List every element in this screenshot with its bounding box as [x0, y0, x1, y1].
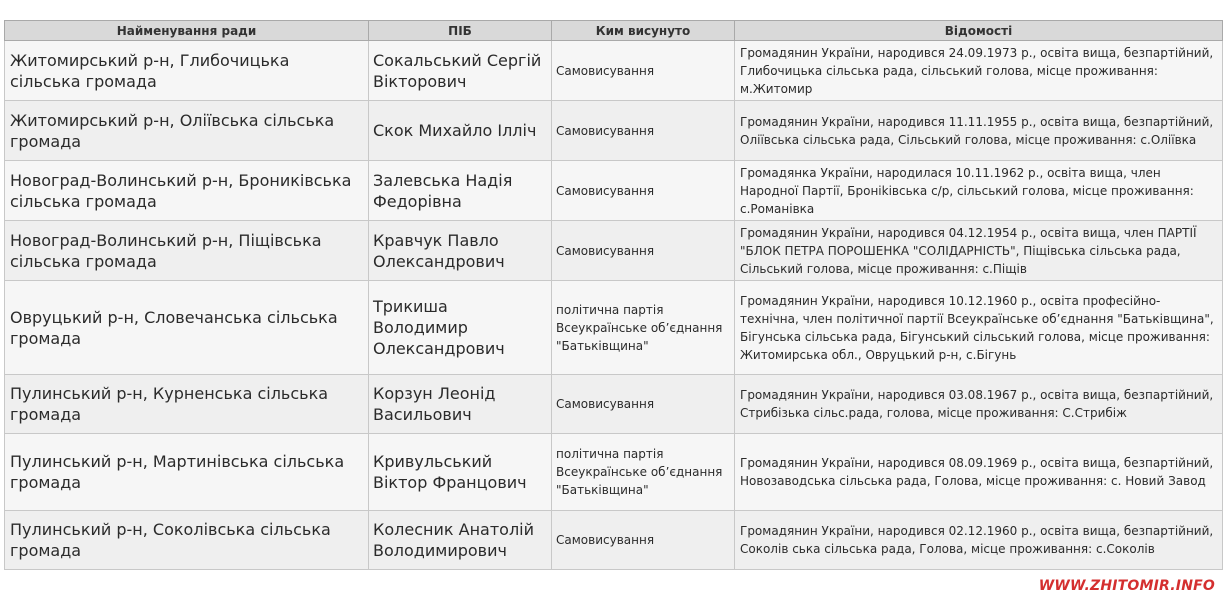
- cell-nominated-by: політична партія Всеукраїнське об’єднання "Батьківщина": [552, 434, 735, 511]
- table-header-row: [5, 21, 1223, 41]
- cell-nominated-by: Самовисування: [552, 161, 735, 221]
- cell-name: Корзун Леонід Васильович: [369, 375, 552, 434]
- cell-name: Кривульський Віктор Францович: [369, 434, 552, 511]
- cell-info: Громадянин України, народився 03.08.1967 р., освіта вища, безпартійний, Стрибізька сільс.рада, голова, місце проживання: С.Стрибіж: [735, 375, 1223, 434]
- cell-info: Громадянин України, народився 04.12.1954 р., освіта вища, член ПАРТІЇ "БЛОК ПЕТРА ПОРОШЕНКА "СОЛІДАРНІСТЬ", Піщівська сільська рада, Сільський голова, місце проживання: с.Піщів: [735, 221, 1223, 281]
- table-row: [5, 375, 1223, 434]
- table-row: [5, 511, 1223, 570]
- header-name: ПІБ: [369, 21, 552, 41]
- cell-info: Громадянин України, народився 24.09.1973 р., освіта вища, безпартійний, Глибочицька сільська рада, сільський голова, місце проживання: м.Житомир: [735, 41, 1223, 101]
- table-row: [5, 281, 1223, 375]
- cell-council: Пулинський р-н, Курненська сільська громада: [5, 375, 369, 434]
- cell-info: Громадянин України, народився 08.09.1969 р., освіта вища, безпартійний, Новозаводська сільська рада, Голова, місце проживання: с. Новий Завод: [735, 434, 1223, 511]
- cell-council: Житомирський р-н, Глибочицька сільська громада: [5, 41, 369, 101]
- cell-council: Новоград-Волинський р-н, Піщівська сільська громада: [5, 221, 369, 281]
- cell-nominated-by: політична партія Всеукраїнське об’єднання "Батьківщина": [552, 281, 735, 375]
- cell-name: Трикиша Володимир Олександрович: [369, 281, 552, 375]
- cell-info: Громадянин України, народився 11.11.1955 р., освіта вища, безпартійний, Оліївська сільська рада, Сільський голова, місце проживання: с.Оліївка: [735, 101, 1223, 161]
- cell-name: Кравчук Павло Олександрович: [369, 221, 552, 281]
- cell-council: Новоград-Волинський р-н, Броникiвська сільська громада: [5, 161, 369, 221]
- header-council: Найменування ради: [5, 21, 369, 41]
- cell-council: Житомирський р-н, Оліївська сільська громада: [5, 101, 369, 161]
- table-row: [5, 41, 1223, 101]
- cell-nominated-by: Самовисування: [552, 41, 735, 101]
- cell-name: Сокальський Сергій Вікторович: [369, 41, 552, 101]
- cell-council: Пулинський р-н, Соколівська сільська громада: [5, 511, 369, 570]
- table-row: [5, 434, 1223, 511]
- cell-info: Громадянин України, народився 10.12.1960 р., освіта професійно-технічна, член політичної партії Всеукраїнське об’єднання "Батьківщина", Бігунська сільська рада, Бігунський сільський голова, місце проживання: Житомирська обл., Овруцький р-н, с.Бігунь: [735, 281, 1223, 375]
- candidates-table: [4, 20, 1223, 570]
- cell-nominated-by: Самовисування: [552, 375, 735, 434]
- cell-name: Колесник Анатолій Володимирович: [369, 511, 552, 570]
- cell-name: Залевська Надія Федорівна: [369, 161, 552, 221]
- cell-nominated-by: Самовисування: [552, 511, 735, 570]
- cell-nominated-by: Самовисування: [552, 221, 735, 281]
- cell-name: Скок Михайло Ілліч: [369, 101, 552, 161]
- header-info: Відомості: [735, 21, 1223, 41]
- table-row: [5, 221, 1223, 281]
- header-nominated-by: Ким висунуто: [552, 21, 735, 41]
- cell-info: Громадянин України, народився 02.12.1960 р., освіта вища, безпартійний, Соколів ська сільська рада, Голова, місце проживання: с.Соколів: [735, 511, 1223, 570]
- cell-nominated-by: Самовисування: [552, 101, 735, 161]
- table-row: [5, 161, 1223, 221]
- cell-council: Овруцький р-н, Словечанська сільська громада: [5, 281, 369, 375]
- site-watermark: WWW.ZHITOMIR.INFO: [1038, 578, 1215, 594]
- table-row: [5, 101, 1223, 161]
- cell-council: Пулинський р-н, Мартинівська сільська громада: [5, 434, 369, 511]
- cell-info: Громадянка України, народилася 10.11.1962 р., освіта вища, член Народної Партії, Бронikiвська с/р, сільський голова, місце проживання: с.Романівка: [735, 161, 1223, 221]
